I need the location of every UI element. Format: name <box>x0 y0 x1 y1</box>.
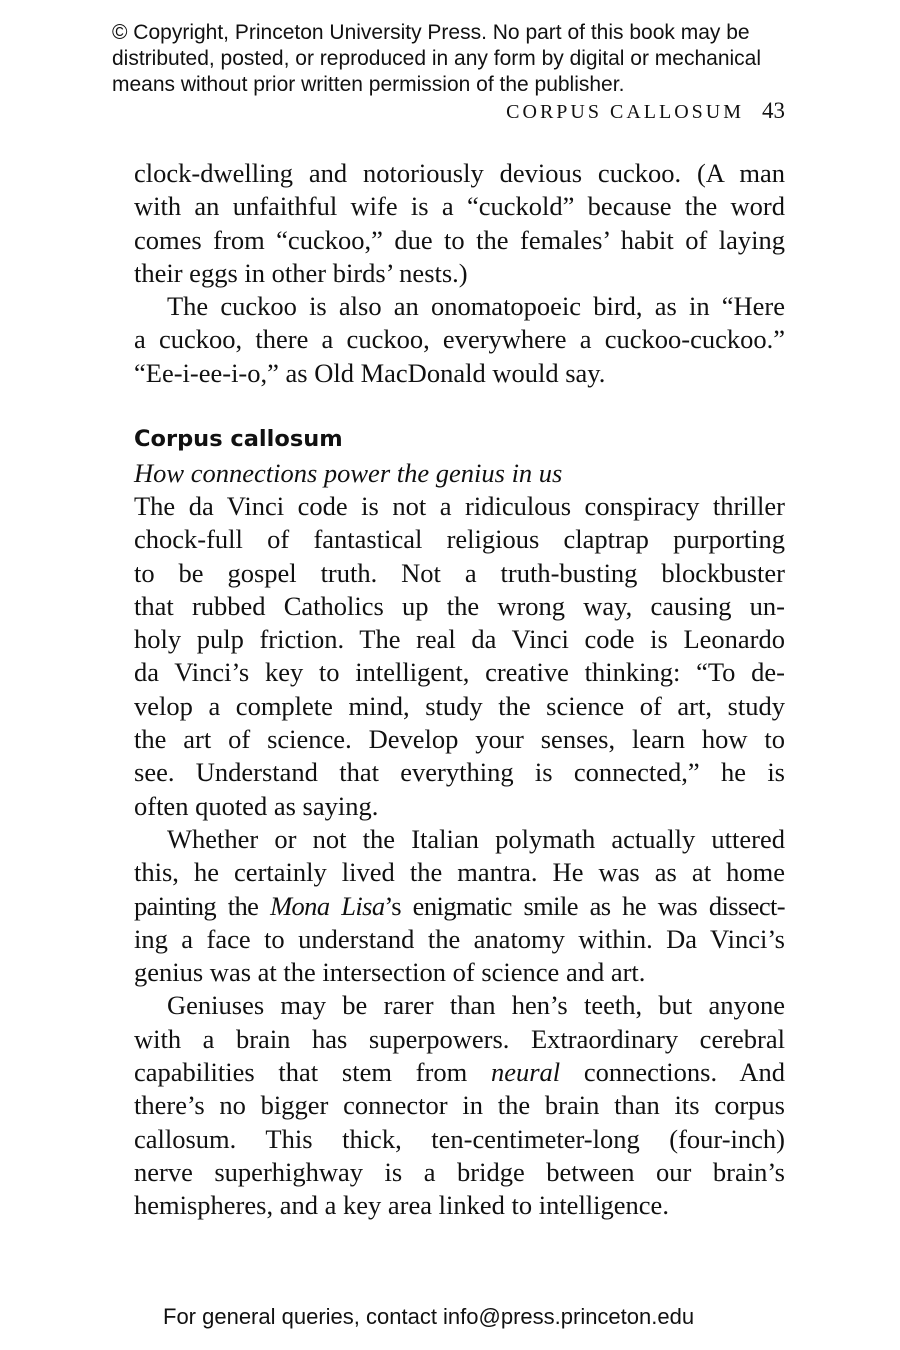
text-line: velop a complete mind, study the science of art, study <box>134 690 785 721</box>
text-line: this, he certainly lived the mantra. He was as at home <box>134 857 785 888</box>
text-line: The da Vinci code is not a ridiculous conspiracy thriller <box>134 490 785 521</box>
text-line: see. Understand that everything is connected,” he is <box>134 757 785 788</box>
text-line: ing a face to understand the anatomy within. Da Vinci’s <box>134 923 785 954</box>
text-line: “Ee-i-ee-i-o,” as Old MacDonald would say. <box>134 357 606 388</box>
text-line <box>134 890 785 923</box>
text-line: a cuckoo, there a cuckoo, everywhere a cuckoo-cuckoo.” <box>134 324 785 355</box>
text-line: the art of science. Develop your senses, learn how to <box>134 724 785 755</box>
text-line: nerve superhighway is a bridge between our brain’s <box>134 1156 785 1187</box>
copyright-line: © Copyright, Princeton University Press. No part of this book may be <box>112 21 750 44</box>
text-run: painting the <box>134 890 271 921</box>
text-line <box>134 1056 785 1089</box>
text-line: The cuckoo is also an onomatopoeic bird, as in “Here <box>167 291 785 322</box>
text-line: holy pulp friction. The real da Vinci code is Leonardo <box>134 624 785 655</box>
copyright-line: distributed, posted, or reproduced in any form by digital or mechanical <box>112 47 762 70</box>
text-line: with an unfaithful wife is a “cuckold” because the word <box>134 191 785 222</box>
italic-word: neural <box>490 1057 561 1088</box>
text-line: Whether or not the Italian polymath actually uttered <box>167 823 785 854</box>
text-line: genius was at the intersection of science and art. <box>134 957 646 988</box>
text-run: capabilities that stem from <box>134 1057 491 1088</box>
text-line: with a brain has superpowers. Extraordinary cerebral <box>134 1023 785 1054</box>
text-line: Geniuses may be rarer than hen’s teeth, but anyone <box>167 990 785 1021</box>
text-run: connections. And <box>560 1057 785 1088</box>
footer-contact: For general queries, contact info@press.princeton.edu <box>163 1304 695 1329</box>
text-line: clock-dwelling and notoriously devious cuckoo. (A man <box>134 158 785 188</box>
page-number: 43 <box>762 98 785 123</box>
running-head <box>440 98 785 125</box>
text-line: da Vinci’s key to intelligent, creative thinking: “To de- <box>134 657 785 688</box>
text-line: there’s no bigger connector in the brain than its corpus <box>134 1090 785 1121</box>
text-line: to be gospel truth. Not a truth-busting blockbuster <box>134 557 785 588</box>
section-subheading: How connections power the genius in us <box>134 457 563 488</box>
running-head-title: CORPUS CALLOSUM <box>506 101 744 123</box>
text-line: hemispheres, and a key area linked to intelligence. <box>134 1190 669 1221</box>
section-heading: Corpus callosum <box>134 426 343 453</box>
italic-title: Mona Lisa <box>270 890 385 921</box>
body-text <box>134 157 785 1223</box>
text-line: comes from “cuckoo,” due to the females’ habit of laying <box>134 224 785 255</box>
text-run: ’s enigmatic smile as he was dissect- <box>384 890 785 921</box>
text-line: that rubbed Catholics up the wrong way, causing un- <box>134 590 785 621</box>
section-gap <box>134 390 785 423</box>
copyright-line: means without prior written permission of the publisher. <box>112 73 625 96</box>
text-line: often quoted as saying. <box>134 790 379 821</box>
text-line: their eggs in other birds’ nests.) <box>134 257 468 288</box>
copyright-notice <box>112 20 802 98</box>
text-line: callosum. This thick, ten-centimeter-long (four-inch) <box>134 1123 785 1154</box>
text-line: chock-full of fantastical religious claptrap purporting <box>134 524 785 555</box>
